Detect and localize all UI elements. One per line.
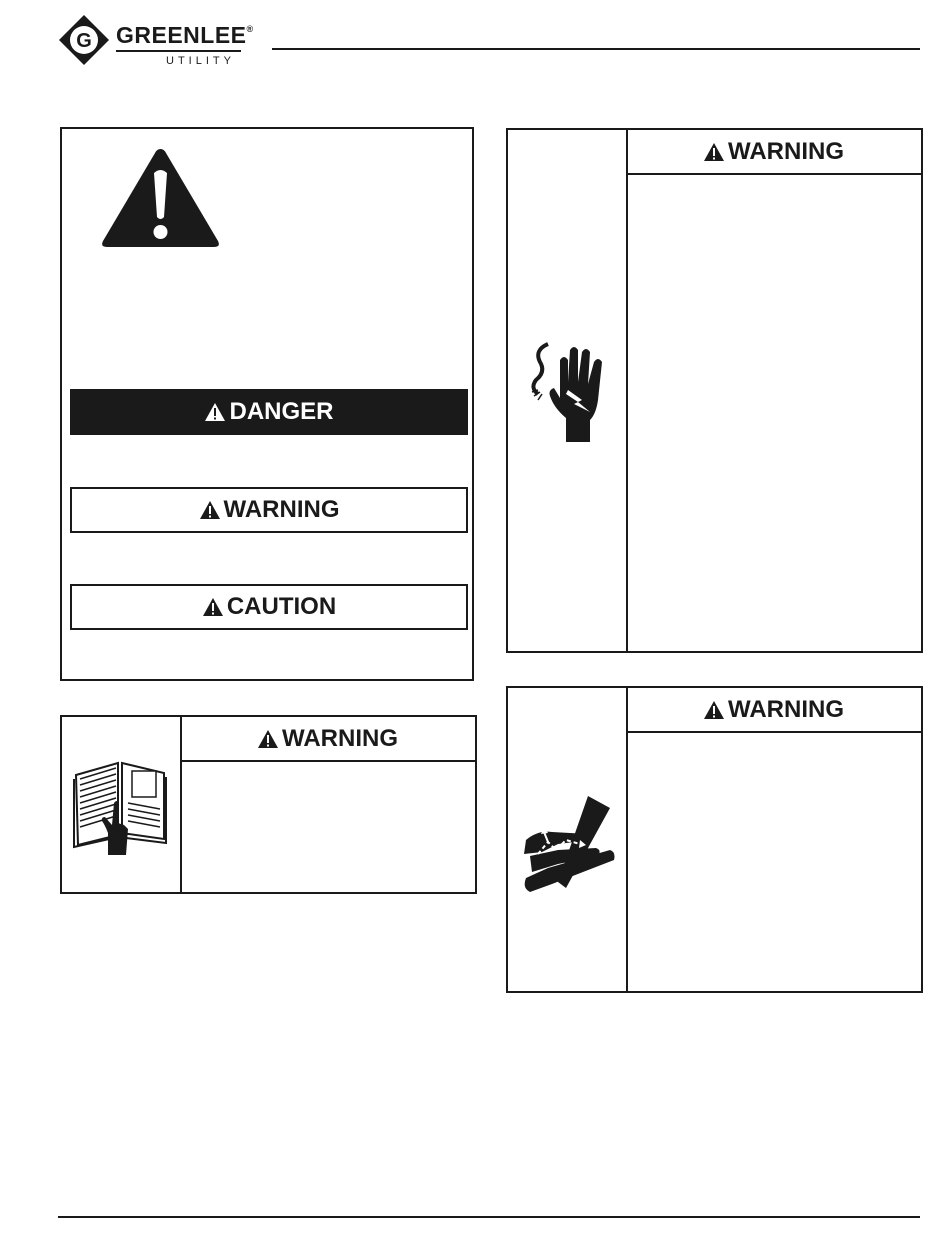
hydraulic-injection-hand-icon (518, 792, 618, 896)
manual-warning-alert-icon (257, 729, 279, 749)
injection-warning-header (626, 688, 921, 733)
shock-icon-column (508, 130, 628, 651)
header-rule (272, 48, 920, 50)
manual-warning-header (180, 717, 475, 762)
brand-underline (116, 50, 241, 52)
injection-warning-alert-icon (703, 700, 725, 720)
registered-mark: ® (246, 24, 254, 34)
caution-label: CAUTION (226, 593, 337, 620)
read-manual-icon (72, 755, 170, 855)
shock-warning-alert-icon (703, 142, 725, 162)
shock-warning-label: WARNING (728, 137, 844, 165)
injection-icon-column (508, 688, 628, 991)
brand-text: GREENLEE (116, 22, 247, 48)
greenlee-diamond-logo-icon (58, 14, 110, 66)
electric-shock-warning-panel (506, 128, 923, 653)
brand-subtitle: UTILITY (166, 55, 235, 67)
danger-signal-word (70, 389, 468, 435)
caution-alert-icon (202, 597, 224, 617)
greenlee-logo (58, 12, 258, 68)
caution-signal-word (70, 584, 468, 630)
footer-rule (58, 1216, 920, 1218)
electric-shock-hand-icon (524, 338, 610, 442)
injection-warning-label: WARNING (728, 695, 844, 723)
warning-signal-word (70, 487, 468, 533)
read-manual-warning-panel (60, 715, 477, 894)
warning-label: WARNING (223, 496, 340, 523)
shock-warning-header (626, 130, 921, 175)
danger-alert-icon (204, 402, 226, 422)
manual-warning-label: WARNING (282, 724, 398, 752)
logo-letter: G (76, 30, 92, 52)
warning-alert-icon (199, 500, 221, 520)
safety-alert-box (60, 127, 474, 681)
danger-label: DANGER (229, 398, 334, 425)
injection-warning-panel (506, 686, 923, 993)
safety-alert-triangle-icon (98, 143, 223, 253)
manual-icon-column (62, 717, 182, 892)
brand-name (116, 22, 254, 49)
